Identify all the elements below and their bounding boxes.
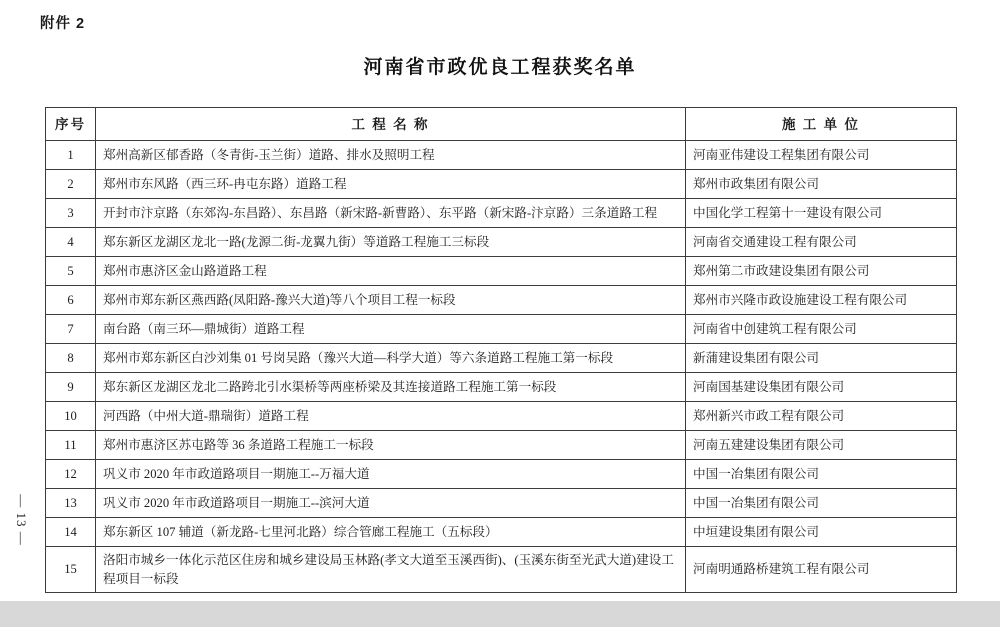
row-index-cell: 7 [46, 315, 96, 344]
page-title: 河南省市政优良工程获奖名单 [363, 57, 637, 78]
table-row [46, 170, 957, 199]
attachment-label: 附件 2 [40, 16, 86, 32]
row-index-cell: 15 [46, 547, 96, 593]
table-row [46, 489, 957, 518]
table-row [46, 373, 957, 402]
project-name-cell: 开封市汴京路（东郊沟-东昌路）、东昌路（新宋路-新曹路）、东平路（新宋路-汴京路）三条道路工程 [96, 199, 686, 228]
table-row [46, 257, 957, 286]
row-index-cell: 10 [46, 402, 96, 431]
table-body [46, 141, 957, 593]
project-name-cell: 郑州高新区郁香路（冬青街-玉兰街）道路、排水及照明工程 [96, 141, 686, 170]
row-index-cell: 4 [46, 228, 96, 257]
contractor-cell: 河南五建建设集团有限公司 [686, 431, 957, 460]
project-name-cell: 郑东新区龙湖区龙北二路跨北引水渠桥等两座桥梁及其连接道路工程施工第一标段 [96, 373, 686, 402]
contractor-cell: 中垣建设集团有限公司 [686, 518, 957, 547]
row-index-cell: 5 [46, 257, 96, 286]
contractor-cell: 中国化学工程第十一建设有限公司 [686, 199, 957, 228]
row-index-cell: 9 [46, 373, 96, 402]
project-name-cell: 郑东新区 107 辅道（新龙路-七里河北路）综合管廊工程施工（五标段） [96, 518, 686, 547]
table-row [46, 199, 957, 228]
contractor-cell: 新蒲建设集团有限公司 [686, 344, 957, 373]
contractor-cell: 河南亚伟建设工程集团有限公司 [686, 141, 957, 170]
contractor-cell: 郑州新兴市政工程有限公司 [686, 402, 957, 431]
row-index-cell: 3 [46, 199, 96, 228]
contractor-cell: 郑州市政集团有限公司 [686, 170, 957, 199]
project-name-cell: 南台路（南三环—鼎城街）道路工程 [96, 315, 686, 344]
row-index-cell: 12 [46, 460, 96, 489]
award-table [45, 107, 957, 593]
row-index-cell: 14 [46, 518, 96, 547]
contractor-cell: 河南省交通建设工程有限公司 [686, 228, 957, 257]
table-row [46, 402, 957, 431]
contractor-cell: 郑州第二市政建设集团有限公司 [686, 257, 957, 286]
project-name-cell: 郑州市东风路（西三环-冉屯东路）道路工程 [96, 170, 686, 199]
project-name-cell: 河西路（中州大道-鼎瑞街）道路工程 [96, 402, 686, 431]
table-row [46, 286, 957, 315]
project-name-cell: 郑东新区龙湖区龙北一路(龙源二街-龙翼九街）等道路工程施工三标段 [96, 228, 686, 257]
project-name-cell: 郑州市郑东新区白沙刘集 01 号岗吴路（豫兴大道—科学大道）等六条道路工程施工第一标段 [96, 344, 686, 373]
page-bottom-edge [0, 601, 1000, 627]
contractor-cell: 河南国基建设集团有限公司 [686, 373, 957, 402]
project-name-cell: 巩义市 2020 年市政道路项目一期施工--万福大道 [96, 460, 686, 489]
table-header-row [46, 108, 957, 141]
table-row [46, 141, 957, 170]
row-index-cell: 6 [46, 286, 96, 315]
project-name-cell: 郑州市惠济区苏屯路等 36 条道路工程施工一标段 [96, 431, 686, 460]
table-row [46, 344, 957, 373]
contractor-cell: 中国一冶集团有限公司 [686, 460, 957, 489]
header-contractor: 施 工 单 位 [686, 108, 957, 141]
table-row [46, 431, 957, 460]
contractor-cell: 河南明通路桥建筑工程有限公司 [686, 547, 957, 593]
row-index-cell: 2 [46, 170, 96, 199]
project-name-cell: 郑州市郑东新区燕西路(凤阳路-豫兴大道)等八个项目工程一标段 [96, 286, 686, 315]
table-row [46, 460, 957, 489]
row-index-cell: 1 [46, 141, 96, 170]
table-row [46, 228, 957, 257]
header-index: 序号 [46, 108, 96, 141]
project-name-cell: 巩义市 2020 年市政道路项目一期施工--滨河大道 [96, 489, 686, 518]
header-project-name: 工 程 名 称 [96, 108, 686, 141]
table-row [46, 315, 957, 344]
row-index-cell: 8 [46, 344, 96, 373]
table-row [46, 547, 957, 593]
table-row [46, 518, 957, 547]
contractor-cell: 中国一冶集团有限公司 [686, 489, 957, 518]
project-name-cell: 洛阳市城乡一体化示范区住房和城乡建设局玉林路(孝文大道至玉溪西街)、(玉溪东街至光武大道)建设工程项目一标段 [96, 547, 686, 593]
page-number: — 13 — [14, 494, 29, 546]
row-index-cell: 11 [46, 431, 96, 460]
contractor-cell: 河南省中创建筑工程有限公司 [686, 315, 957, 344]
contractor-cell: 郑州市兴隆市政设施建设工程有限公司 [686, 286, 957, 315]
project-name-cell: 郑州市惠济区金山路道路工程 [96, 257, 686, 286]
row-index-cell: 13 [46, 489, 96, 518]
